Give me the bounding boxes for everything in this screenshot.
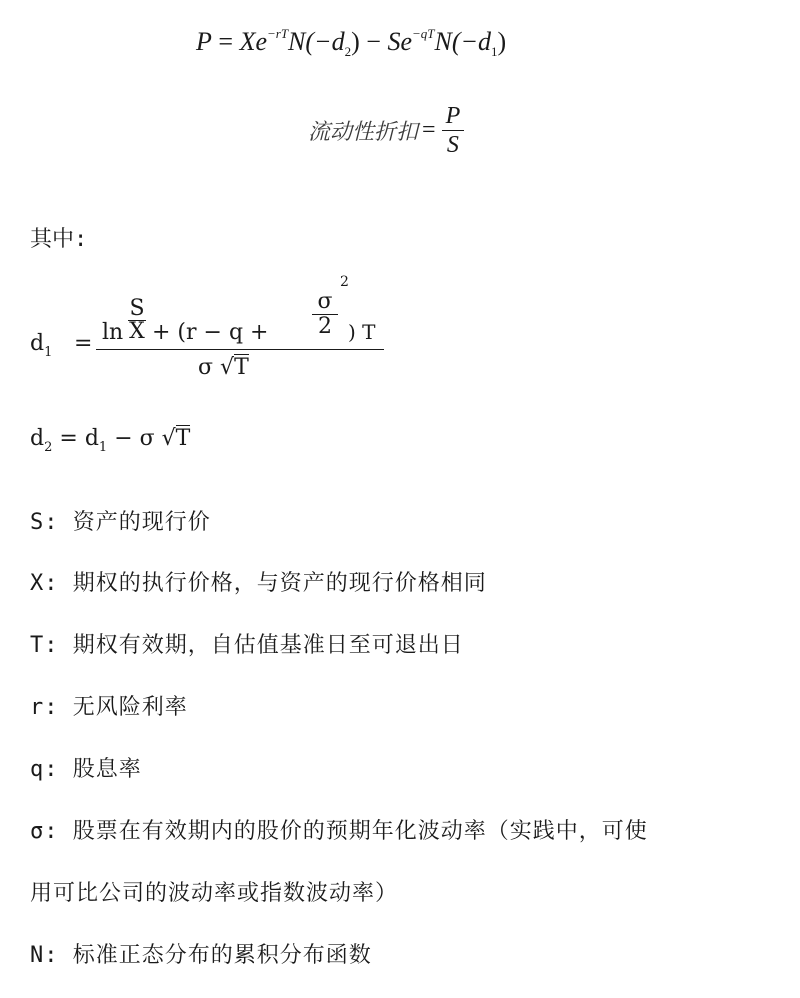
- sqrt-t: √T: [161, 426, 191, 451]
- minus-sign: −: [366, 27, 381, 56]
- spot-exp-term: Se: [387, 27, 412, 56]
- equals-sign: =: [74, 331, 93, 356]
- subscript-1: 1: [491, 44, 498, 59]
- close-paren: ): [497, 27, 507, 56]
- liquidity-discount-label: 流动性折扣: [308, 120, 419, 145]
- exponent-2: 2: [340, 274, 349, 290]
- exponent-qt: −qT: [411, 26, 435, 41]
- close-paren-t: ) T: [348, 320, 376, 344]
- fraction-p-over-s: [442, 102, 465, 159]
- definition-r: r: 无风险利率: [30, 695, 188, 720]
- d1-fraction-bar: [96, 349, 384, 350]
- subscript-2: 2: [344, 44, 352, 59]
- definition-q: q: 股息率: [30, 757, 142, 782]
- definition-n: N: 标准正态分布的累积分布函数: [30, 943, 372, 968]
- sigma-squared-over-two: σ 2: [312, 290, 338, 339]
- s-over-x-fraction: S X: [129, 296, 145, 344]
- where-label: 其中:: [30, 227, 88, 252]
- d1-symbol: $d_1$: [30, 331, 53, 360]
- strike-exp-term: Xe: [239, 27, 267, 56]
- equals-sign: =: [59, 426, 78, 451]
- ln-label: ln: [102, 320, 124, 345]
- close-paren: ): [351, 27, 360, 56]
- equals-sign: =: [218, 27, 234, 56]
- exponent-rt: −rT: [266, 26, 289, 41]
- numerator-p: P: [445, 103, 461, 129]
- d2-formula: [30, 426, 190, 455]
- d1-formula: [30, 274, 390, 388]
- normal-cdf-d1: N(−d: [434, 27, 492, 56]
- put-option-formula: [196, 26, 506, 60]
- definition-sigma: σ: 股票在有效期内的股价的预期年化波动率（实践中，可使: [30, 819, 648, 844]
- plus-r-minus-q: + (r − q +: [152, 320, 269, 345]
- definition-x: X: 期权的执行价格，与资产的现行价格相同: [30, 571, 487, 596]
- definition-s: S: 资产的现行价: [30, 510, 211, 535]
- put-price-symbol: P: [196, 27, 212, 56]
- denominator-s: S: [446, 132, 459, 158]
- d1-term: $d_1$: [84, 426, 108, 455]
- minus-sigma: − σ: [114, 426, 155, 451]
- liquidity-discount-formula: [308, 102, 464, 159]
- equals-sign: =: [422, 117, 436, 143]
- normal-cdf-d2: N(−d: [288, 27, 345, 56]
- d1-numerator: [102, 274, 392, 348]
- d2-symbol: $d_2$: [30, 426, 53, 455]
- definition-t: T: 期权有效期，自估值基准日至可退出日: [30, 633, 464, 658]
- definition-sigma-continued: 用可比公司的波动率或指数波动率）: [30, 881, 399, 906]
- d1-denominator: σ √T: [198, 355, 249, 380]
